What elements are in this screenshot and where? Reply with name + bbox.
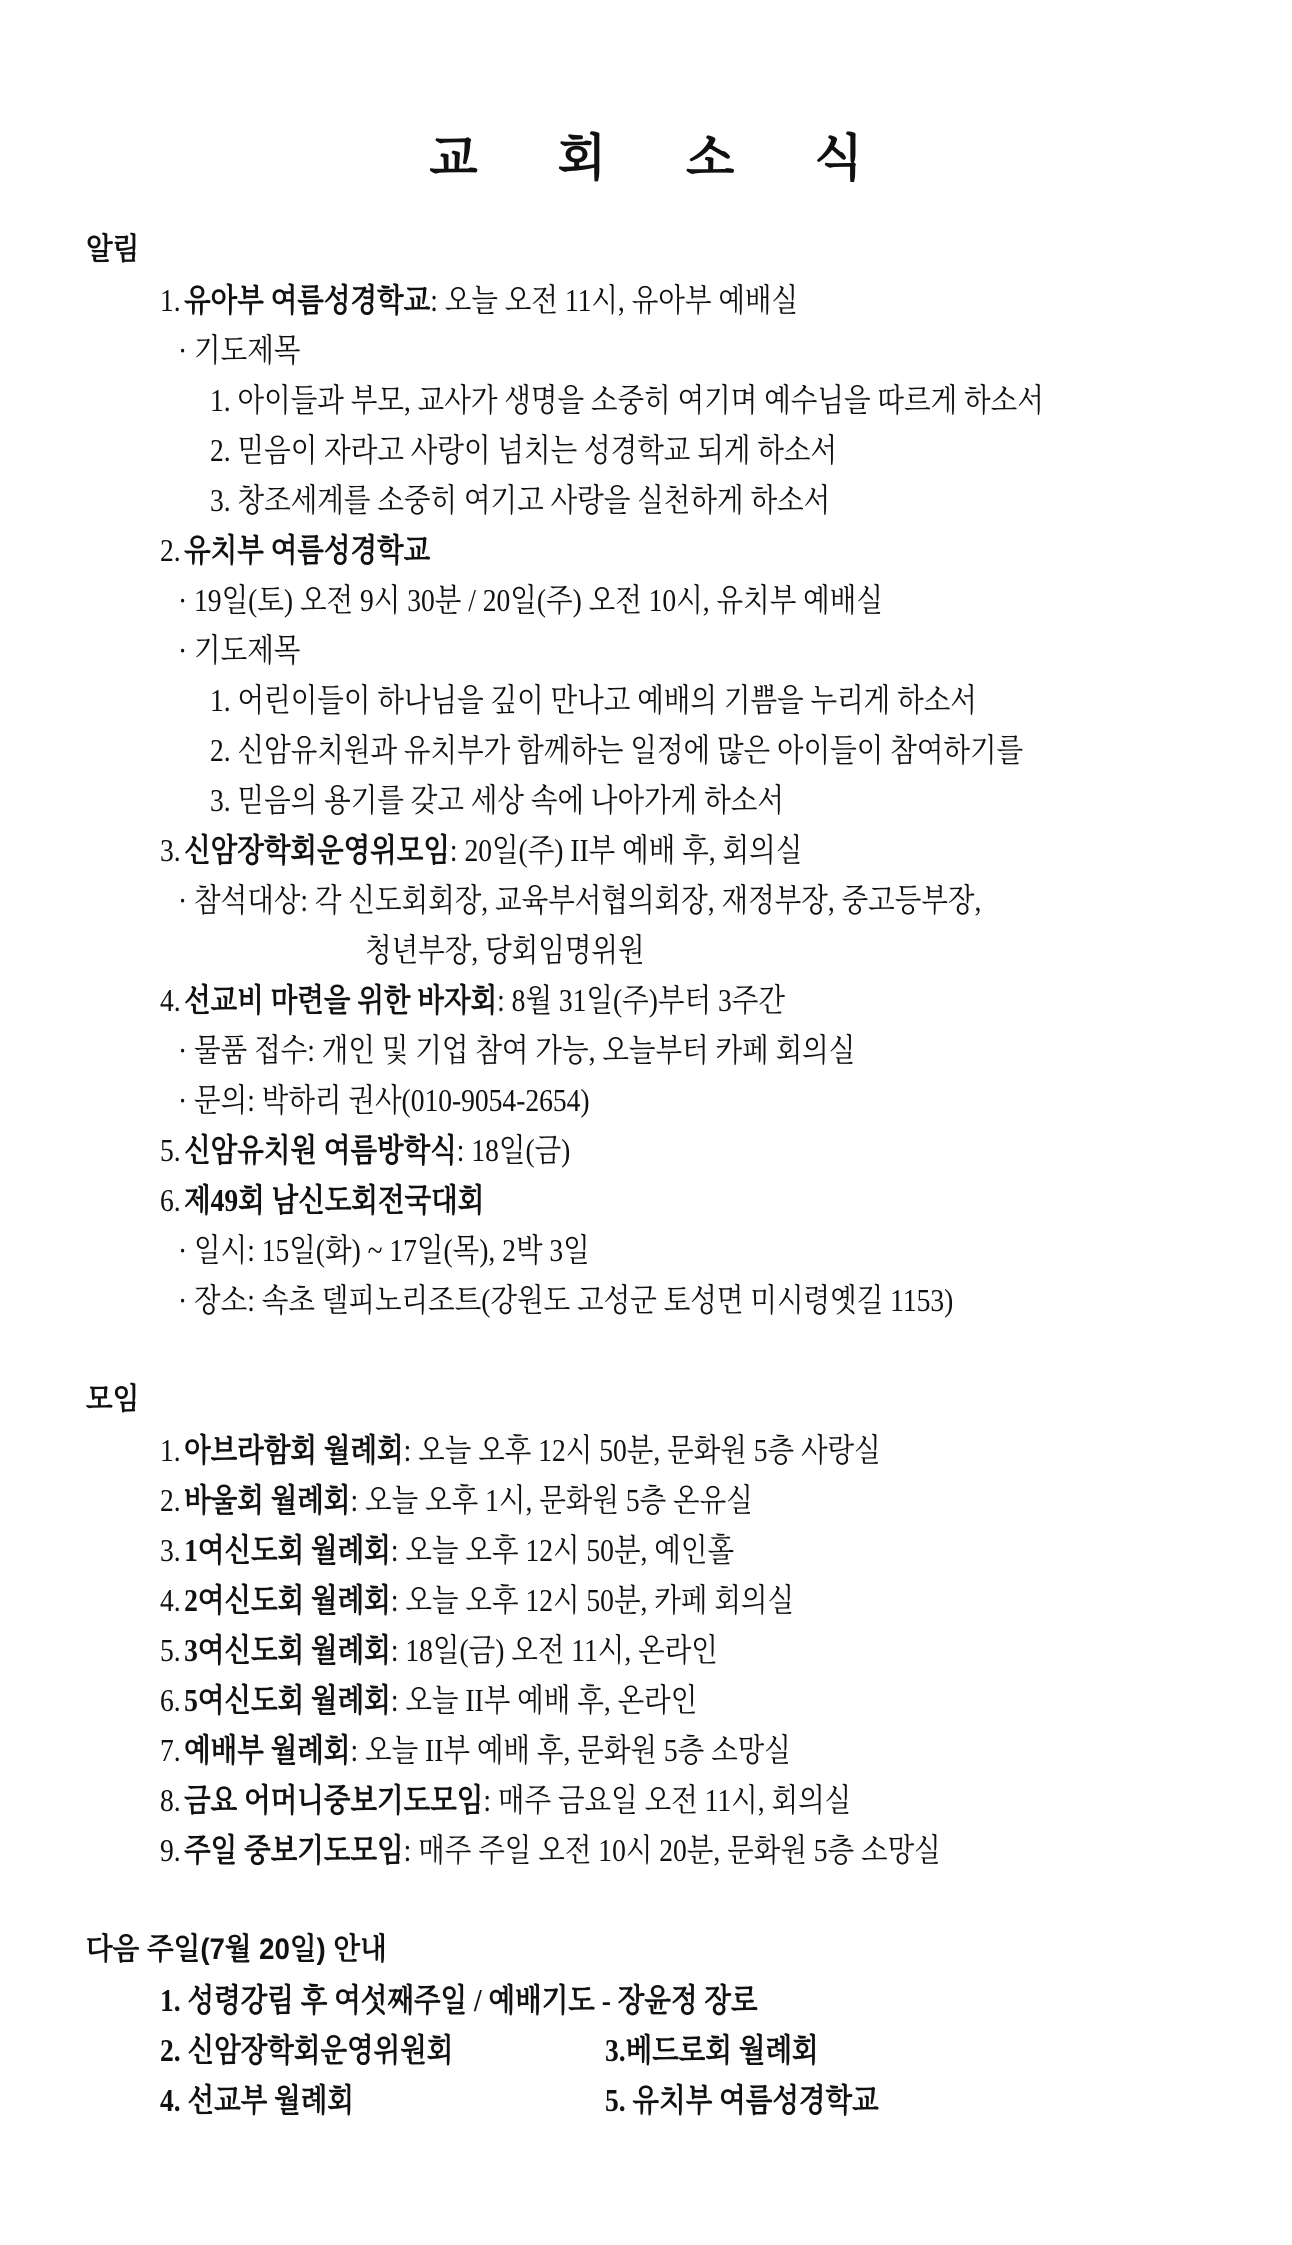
meeting-item: 9. 주일 중보기도모임: 매주 주일 오전 10시 20분, 문화원 5층 소망실 — [160, 1832, 941, 1868]
notices-heading: 알림 — [86, 233, 140, 266]
notice-bullet-continuation: 청년부장, 당회임명위원 — [365, 932, 645, 968]
notice-bullet: · 일시: 15일(화) ~ 17일(목), 2박 3일 — [178, 1232, 590, 1268]
notice-label: 유치부 여름성경학교 — [184, 532, 431, 568]
notice-label: 제49회 남신도회전국대회 — [184, 1182, 485, 1218]
meeting-label: 바울회 월례회 — [184, 1482, 351, 1518]
notice-item: 1. 유아부 여름성경학교: 오늘 오전 11시, 유아부 예배실 — [160, 282, 799, 318]
notice-bullet: · 19일(토) 오전 9시 30분 / 20일(주) 오전 10시, 유치부 예배실 — [178, 582, 883, 618]
title-char: 교 — [429, 130, 478, 186]
next-sunday-line: 1. 성령강림 후 여섯째주일 / 예배기도 - 장윤정 장로 — [160, 1982, 758, 2018]
meeting-label: 3여신도회 월례회 — [184, 1632, 391, 1668]
notice-bullet: · 장소: 속초 델피노리조트(강원도 고성군 토성면 미시령옛길 1153) — [178, 1282, 954, 1318]
meeting-detail: : 오늘 II부 예배 후, 문화원 5층 소망실 — [350, 1732, 791, 1768]
notice-item: 6. 제49회 남신도회전국대회 — [160, 1182, 485, 1218]
meeting-detail: : 오늘 오후 12시 50분, 카페 회의실 — [390, 1582, 795, 1618]
meeting-detail: : 오늘 오후 12시 50분, 예인홀 — [390, 1532, 735, 1568]
title-char: 소 — [686, 130, 735, 186]
meeting-detail: : 오늘 II부 예배 후, 온라인 — [390, 1682, 698, 1718]
meeting-label: 예배부 월례회 — [184, 1732, 351, 1768]
meeting-item: 6. 5여신도회 월례회: 오늘 II부 예배 후, 온라인 — [160, 1682, 698, 1718]
prayer-item: 1. 어린이들이 하나님을 깊이 만나고 예배의 기쁨을 누리게 하소서 — [210, 682, 977, 718]
next-sunday-line — [0, 2075, 1292, 2125]
next-sunday-right: 5. 유치부 여름성경학교 — [605, 2082, 879, 2118]
page-title — [0, 118, 1292, 198]
notice-bullet: · 문의: 박하리 권사(010-9054-2654) — [178, 1082, 590, 1118]
meeting-item: 7. 예배부 월례회: 오늘 II부 예배 후, 문화원 5층 소망실 — [160, 1732, 791, 1768]
prayer-item: 2. 믿음이 자라고 사랑이 넘치는 성경학교 되게 하소서 — [210, 432, 838, 468]
notice-bullet: · 참석대상: 각 신도회회장, 교육부서협의회장, 재정부장, 중고등부장, — [178, 882, 982, 918]
meeting-detail: : 오늘 오후 1시, 문화원 5층 온유실 — [350, 1482, 753, 1518]
notice-label: 유아부 여름성경학교 — [184, 282, 431, 318]
meeting-label: 금요 어머니중보기도모임 — [184, 1782, 484, 1818]
notice-detail: : 20일(주) II부 예배 후, 회의실 — [449, 832, 803, 868]
meeting-item: 4. 2여신도회 월례회: 오늘 오후 12시 50분, 카페 회의실 — [160, 1582, 795, 1618]
meeting-label: 1여신도회 월례회 — [184, 1532, 391, 1568]
notice-label: 선교비 마련을 위한 바자회 — [184, 982, 498, 1018]
notice-detail: : 18일(금) — [456, 1132, 571, 1168]
meeting-detail: : 오늘 오후 12시 50분, 문화원 5층 사랑실 — [403, 1432, 881, 1468]
meeting-item: 3. 1여신도회 월례회: 오늘 오후 12시 50분, 예인홀 — [160, 1532, 735, 1568]
church-news-document — [0, 225, 1292, 2125]
prayer-item: 1. 아이들과 부모, 교사가 생명을 소중히 여기며 예수님을 따르게 하소서 — [210, 382, 1044, 418]
section-gap — [0, 1875, 1292, 1925]
notice-bullet: · 기도제목 — [178, 632, 301, 668]
notice-bullet: · 기도제목 — [178, 332, 301, 368]
notice-item: 5. 신암유치원 여름방학식: 18일(금) — [160, 1132, 571, 1168]
meeting-item: 5. 3여신도회 월례회: 18일(금) 오전 11시, 온라인 — [160, 1632, 718, 1668]
notice-item: 2. 유치부 여름성경학교 — [160, 532, 431, 568]
notice-detail: : 8월 31일(주)부터 3주간 — [497, 982, 785, 1018]
meeting-label: 2여신도회 월례회 — [184, 1582, 391, 1618]
title-char: 식 — [814, 130, 863, 186]
meeting-label: 아브라함회 월례회 — [184, 1432, 404, 1468]
prayer-item: 3. 창조세계를 소중히 여기고 사랑을 실천하게 하소서 — [210, 482, 831, 518]
meeting-item: 8. 금요 어머니중보기도모임: 매주 금요일 오전 11시, 회의실 — [160, 1782, 852, 1818]
meeting-label: 5여신도회 월례회 — [184, 1682, 391, 1718]
next-sunday-right: 3.베드로회 월례회 — [605, 2032, 819, 2068]
notice-detail: : 오늘 오전 11시, 유아부 예배실 — [430, 282, 799, 318]
meeting-detail: : 18일(금) 오전 11시, 온라인 — [390, 1632, 718, 1668]
next-sunday-line — [0, 2025, 1292, 2075]
notice-bullet: · 물품 접수: 개인 및 기업 참여 가능, 오늘부터 카페 회의실 — [178, 1032, 856, 1068]
next-sunday-left: 2. 신암장학회운영위원회 — [160, 2032, 454, 2068]
meeting-detail: : 매주 금요일 오전 11시, 회의실 — [483, 1782, 852, 1818]
meeting-detail: : 매주 주일 오전 10시 20분, 문화원 5층 소망실 — [403, 1832, 941, 1868]
meeting-label: 주일 중보기도모임 — [184, 1832, 404, 1868]
meeting-item: 1. 아브라함회 월례회: 오늘 오후 12시 50분, 문화원 5층 사랑실 — [160, 1432, 881, 1468]
prayer-item: 3. 믿음의 용기를 갖고 세상 속에 나아가게 하소서 — [210, 782, 784, 818]
notice-item: 3. 신암장학회운영위모임: 20일(주) II부 예배 후, 회의실 — [160, 832, 803, 868]
prayer-item: 2. 신암유치원과 유치부가 함께하는 일정에 많은 아이들이 참여하기를 — [210, 732, 1024, 768]
meeting-item: 2. 바울회 월례회: 오늘 오후 1시, 문화원 5층 온유실 — [160, 1482, 753, 1518]
notice-label: 신암유치원 여름방학식 — [184, 1132, 457, 1168]
notice-item: 4. 선교비 마련을 위한 바자회: 8월 31일(주)부터 3주간 — [160, 982, 785, 1018]
title-char: 회 — [557, 130, 606, 186]
meetings-heading: 모임 — [86, 1383, 140, 1416]
notice-label: 신암장학회운영위모임 — [184, 832, 450, 868]
section-gap — [0, 1325, 1292, 1375]
next-sunday-heading: 다음 주일(7월 20일) 안내 — [86, 1933, 387, 1966]
next-sunday-left: 4. 선교부 월례회 — [160, 2082, 354, 2118]
